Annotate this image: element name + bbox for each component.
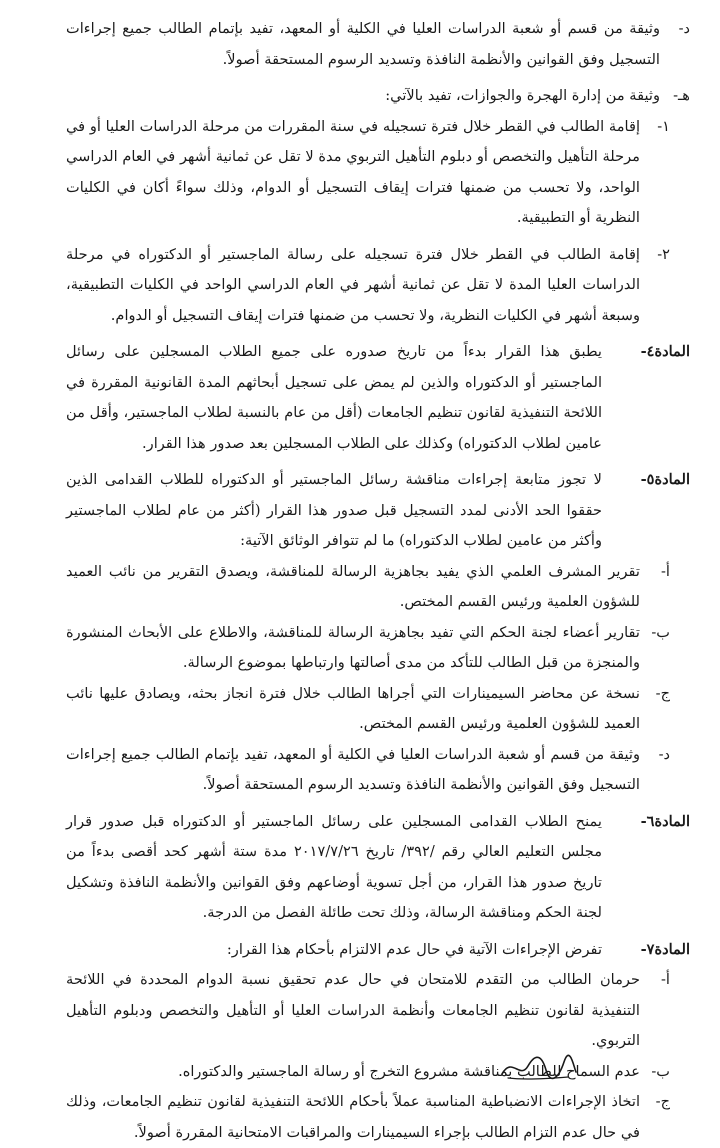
clause-text: وثيقة من قسم أو شعبة الدراسات العليا في الكلية أو المعهد، تفيد بإتمام الطالب جميع إجراءات التسجيل وفق القوانين والأنظمة النافذة وتسديد الرسوم المستحقة أصولاً. [66, 20, 660, 68]
clause-d-doc [66, 14, 690, 75]
item-text: حرمان الطالب من التقدم للامتحان في حال عدم تحقيق نسبة الدوام المحددة في اللائحة التنفيذية لقانون تنظيم الجامعات وأنظمة الدراسات العليا أو التأهيل والتخصص ودبلوم التأهيل التربوي. [66, 971, 640, 1049]
article-5-item-b [66, 618, 690, 679]
article-text: لا تجوز متابعة إجراءات مناقشة رسائل الماجستير أو الدكتوراه للطلاب القدامى الذين حققوا الحد الأدنى لمدد التسجيل قبل صدور هذا القرار (أكثر من عام لطلاب الماجستير وأكثر من عامين لطلاب الدكتوراه) ما لم تتوافر الوثائق الآتية: [66, 471, 602, 549]
article-label: المادة٤- [640, 343, 690, 360]
article-7-item-b [66, 1057, 690, 1088]
item-text: تقرير المشرف العلمي الذي يفيد بجاهزية الرسالة للمناقشة، ويصدق التقرير من نائب العميد للشؤون العلمية ورئيس القسم المختص. [66, 562, 640, 610]
article-text: يطبق هذا القرار بدءاً من تاريخ صدوره على جميع الطلاب المسجلين على رسائل الماجستير أو الدكتوراه والذين لم يمض على تسجيل أبحاثهم المدة القانونية المقررة في اللائحة التنفيذية لقانون تنظيم الجامعات (أقل من عام بالنسبة لطلاب الماجستير، وأقل من عامين لطلاب الدكتوراه) وكذلك على الطلاب المسجلين بعد صدور هذا القرار. [66, 343, 602, 452]
item-label: ج- [655, 1093, 670, 1110]
article-5-item-d [66, 740, 690, 801]
subclause-h1 [66, 112, 690, 234]
article-label: المادة٦- [640, 812, 690, 830]
article-text: يمنح الطلاب القدامى المسجلين على رسائل الماجستير أو الدكتوراه قبل صدور قرار مجلس التعليم العالي رقم /٣٩٢/ تاريخ ٢٠١٧/٧/٢٦ مدة ستة أشهر كحد أقصى بدءاً من تاريخ صدور هذا القرار، من أجل تسوية أوضاعهم وفق القوانين والأنظمة النافذة وتشكيل لجنة الحكم ومناقشة الرسالة، وذلك تحت طائلة الفصل من الدرجة. [66, 812, 603, 921]
article-5-item-a [66, 557, 690, 618]
article-5 [66, 465, 690, 557]
subclause-text: إقامة الطالب في القطر خلال فترة تسجيله في سنة المقررات من مرحلة الدراسات العليا أو في مرحلة التأهيل والتخصص أو دبلوم التأهيل التربوي مدة لا تقل عن ثمانية أشهر في العام الدراسي الواحد، ولا تحسب من ضمنها فترات إيقاف التسجيل أو الدوام، وذلك سواءً أكان في الكليات النظرية أو التطبيقية. [66, 117, 640, 226]
subclause-text: إقامة الطالب في القطر خلال فترة تسجيله على رسالة الماجستير أو الدكتوراه في مرحلة الدراسات العليا المدة لا تقل عن ثمانية أشهر في العام الدراسي الواحد في الكليات التطبيقية، وسبعة أشهر في الكليات النظرية، ولا تحسب من ضمنها فترات إيقاف التسجيل أو الدوام. [66, 245, 640, 324]
subclause-label: ١- [657, 117, 670, 135]
article-label: المادة٧- [640, 940, 690, 958]
article-7 [66, 935, 690, 966]
article-6 [66, 807, 690, 929]
clause-label: هـ- [673, 87, 690, 104]
item-text: نسخة عن محاضر السيمينارات التي أجراها الطالب خلال فترة انجاز بحثه، ويصادق عليها نائب العميد للشؤون العلمية ورئيس القسم المختص. [66, 684, 640, 732]
subclause-label: ٢- [657, 245, 670, 263]
clause-h-immigration [66, 81, 690, 112]
clause-text: وثيقة من إدارة الهجرة والجوازات، تفيد بالآتي: [385, 87, 660, 104]
item-text: تقارير أعضاء لجنة الحكم التي تفيد بجاهزية الرسالة للمناقشة، والاطلاع على الأبحاث المنشورة والمنجزة من قبل الطالب للتأكد من مدى أصالتها وارتباطها بموضوع الرسالة. [66, 623, 640, 671]
article-5-item-c [66, 679, 690, 740]
article-7-item-c [66, 1087, 690, 1148]
article-label: المادة٥- [640, 471, 690, 488]
item-label: أ- [661, 562, 670, 580]
item-label: ج- [655, 684, 670, 702]
item-label: ب- [651, 1062, 670, 1080]
item-label: أ- [661, 971, 670, 988]
clause-label: د- [678, 20, 690, 37]
signature-mark [498, 1050, 578, 1084]
item-text: وثيقة من قسم أو شعبة الدراسات العليا في الكلية أو المعهد، تفيد بإتمام الطالب جميع إجراءات التسجيل وفق القوانين والأنظمة النافذة وتسديد الرسوم المستحقة أصولاً. [66, 745, 640, 793]
item-label: د- [658, 745, 670, 763]
item-text: اتخاذ الإجراءات الانضباطية المناسبة عملاً بأحكام اللائحة التنفيذية لقانون تنظيم الجامعات، وذلك في حال عدم التزام الطالب بإجراء السيمينارات والمراقبات الامتحانية المقررة أصولاً. [66, 1093, 640, 1141]
article-4 [66, 337, 690, 459]
article-text: تفرض الإجراءات الآتية في حال عدم الالتزام بأحكام هذا القرار: [226, 940, 602, 958]
item-label: ب- [651, 623, 670, 641]
subclause-h2 [66, 240, 690, 332]
item-text: عدم السماح للطالب بمناقشة مشروع التخرج أو رسالة الماجستير والدكتوراه. [178, 1062, 640, 1080]
article-7-item-a [66, 965, 690, 1057]
